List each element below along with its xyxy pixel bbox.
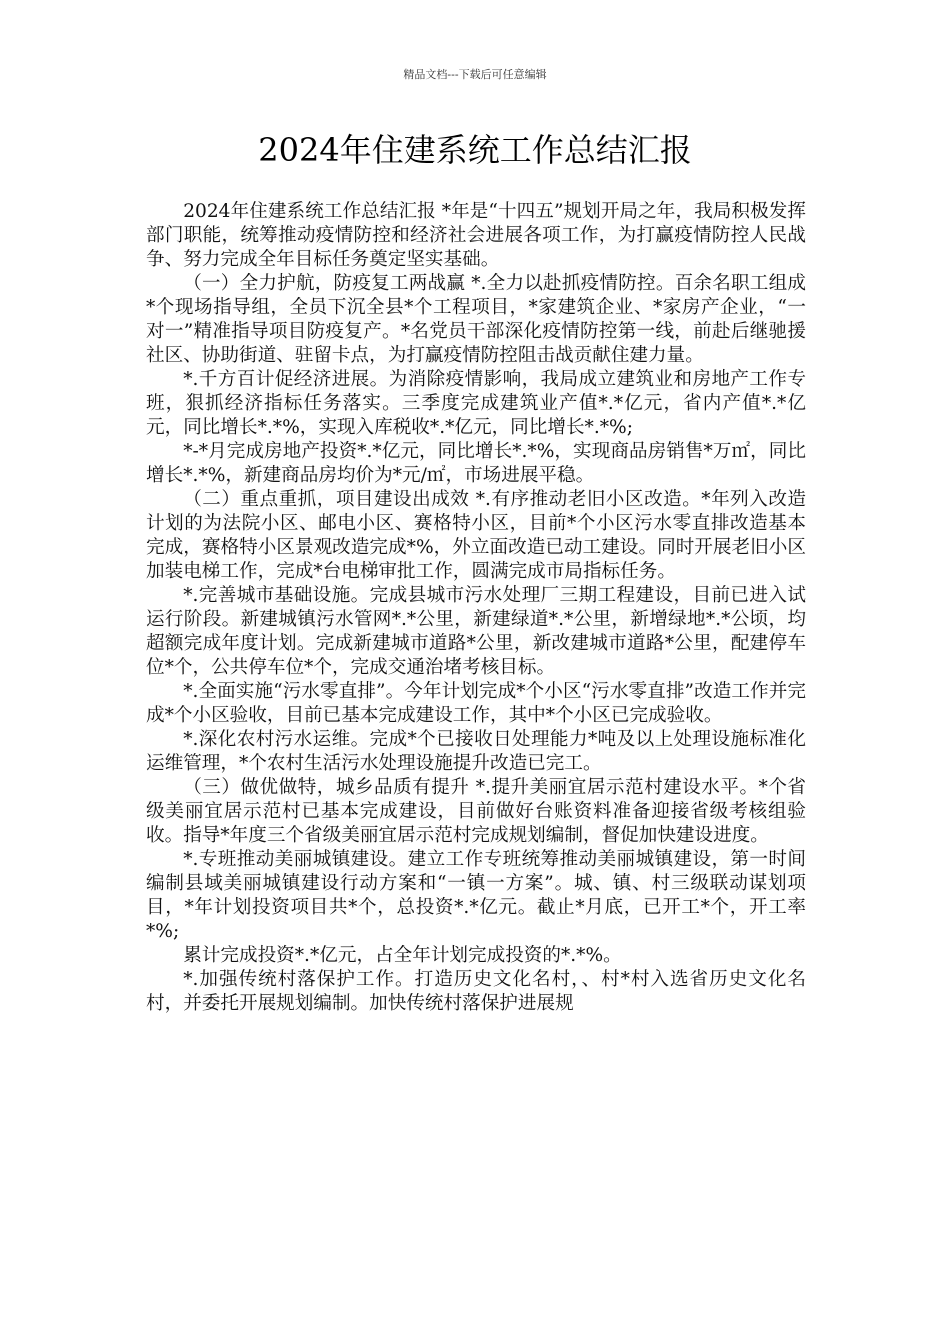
paragraph: 累计完成投资*.*亿元，占全年计划完成投资的*.*%。 <box>183 945 622 966</box>
document-body <box>146 200 806 1016</box>
paragraph: *.千方百计促经济进展。为消除疫情影响，我局成立建筑业和房地产工作专班，狠抓经济指标任务落实。三季度完成建筑业产值*.*亿元，省内产值*.*亿元，同比增长*.*%，实现入库税收*.*亿元，同比增长*.*%; <box>146 369 806 438</box>
paragraph: （三）做优做特，城乡品质有提升 *.提升美丽宜居示范村建设水平。*个省级美丽宜居示范村已基本完成建设，目前做好台账资料准备迎接省级考核组验收。指导*年度三个省级美丽宜居示范村完成规划编制，督促加快建设进度。 <box>146 777 806 846</box>
paragraph: *.加强传统村落保护工作。打造历史文化名村，、村*村入选省历史文化名村，并委托开展规划编制。加快传统村落保护进展规 <box>146 969 806 1014</box>
paragraph: *.全面实施“污水零直排”。今年计划完成*个小区“污水零直排”改造工作并完成*个小区验收，目前已基本完成建设工作，其中*个小区已完成验收。 <box>146 681 806 726</box>
paragraph: 2024年住建系统工作总结汇报 *年是“十四五”规划开局之年，我局积极发挥部门职能，统筹推动疫情防控和经济社会进展各项工作，为打赢疫情防控人民战争、努力完成全年目标任务奠定坚实基础。 <box>146 201 806 270</box>
paragraph: *.深化农村污水运维。完成*个已接收日处理能力*吨及以上处理设施标准化运维管理，*个农村生活污水处理设施提升改造已完工。 <box>146 729 806 774</box>
paragraph: （一）全力护航，防疫复工两战赢 *.全力以赴抓疫情防控。百余名职工组成*个现场指导组，全员下沉全县*个工程项目，*家建筑企业、*家房产企业，“一对一”精准指导项目防疫复产。*名党员干部深化疫情防控第一线，前赴后继驰援社区、协助街道、驻留卡点，为打赢疫情防控阻击战贡献住建力量。 <box>146 273 806 366</box>
paragraph: （二）重点重抓，项目建设出成效 *.有序推动老旧小区改造。*年列入改造计划的为法院小区、邮电小区、赛格特小区，目前*个小区污水零直排改造基本完成，赛格特小区景观改造完成*%，外立面改造已动工建设。同时开展老旧小区加装电梯工作，完成*台电梯审批工作，圆满完成市局指标任务。 <box>146 489 806 582</box>
paragraph: *.专班推动美丽城镇建设。建立工作专班统筹推动美丽城镇建设，第一时间编制县域美丽城镇建设行动方案和“一镇一方案”。城、镇、村三级联动谋划项目，*年计划投资项目共*个，总投资*.*亿元。截止*月底，已开工*个，开工率*%; <box>146 849 806 942</box>
header-note: 精品文档---下载后可任意编辑 <box>403 68 547 81</box>
paragraph: *-*月完成房地产投资*.*亿元，同比增长*.*%，实现商品房销售*万㎡，同比增长*.*%，新建商品房均价为*元/㎡，市场进展平稳。 <box>146 441 806 486</box>
page-title: 2024年住建系统工作总结汇报 <box>258 131 692 169</box>
paragraph: *.完善城市基础设施。完成县城市污水处理厂三期工程建设，目前已进入试运行阶段。新建城镇污水管网*.*公里，新建绿道*.*公里，新增绿地*.*公顷，均超额完成年度计划。完成新建城市道路*公里，新改建城市道路*公里，配建停车位*个，公共停车位*个，完成交通治堵考核目标。 <box>146 585 806 678</box>
